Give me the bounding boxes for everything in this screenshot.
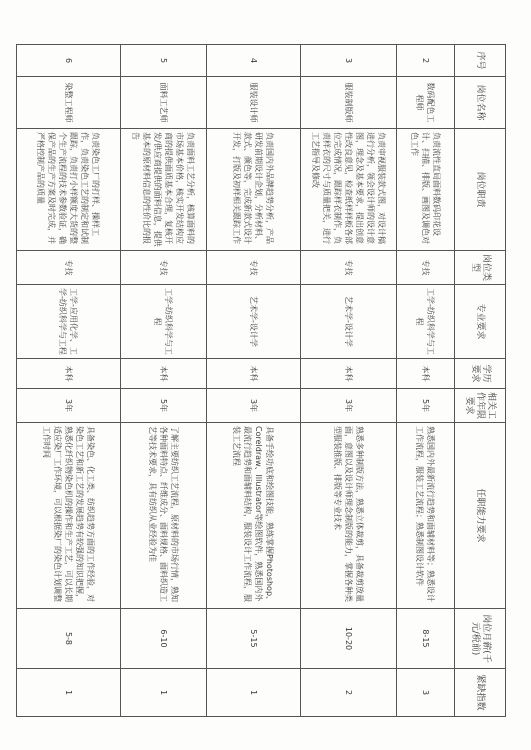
cell-name: 染整工程师 [17, 77, 121, 129]
cell-shortage: 1 [121, 669, 207, 717]
cell-edu: 本科 [207, 359, 301, 389]
cell-seq: 2 [397, 45, 455, 77]
cell-duty: 负责染色工厂的打样、操样工作，负责染色工艺的制定和试制跟踪，负责打小样额度大货的整个生产流程的技术参数验证，确保产品的生产方案及时完成，并严格控制产品的质量 [17, 129, 121, 251]
cell-type: 专技 [301, 251, 397, 285]
cell-type: 专技 [121, 251, 207, 285]
cell-years: 3年 [301, 389, 397, 423]
cell-major: 艺术学-设计学 [301, 285, 397, 359]
cell-duty: 负责国内外品牌趋势分析，产品研发前期设计企划，分析材料、款式、颜色等，完成新款式设计开发，打版及初样相关跟踪工作 [207, 129, 301, 251]
cell-type: 专技 [17, 251, 121, 285]
cell-years: 5年 [121, 389, 207, 423]
cell-major: 艺术学-设计学 [207, 285, 301, 359]
cell-ability: 具备手绘功底和绘图技能，熟练掌握Photoshop、Coreldraw、Illustrator等绘图软件，熟悉国内外最流行趋势和面辅料结构，服装设计工作流程，服装工艺流程 [207, 423, 301, 609]
cell-name: 数码配色工程师 [397, 77, 455, 129]
cell-ability: 了解主要纺织工艺流程，原材料的市场行情，熟知各种面料特点、纤维成分、面料规格、面料织造工艺等技术要求，具有纺织从业经验为佳 [121, 423, 207, 609]
cell-years: 3年 [17, 389, 121, 423]
cell-type: 专技 [397, 251, 455, 285]
table-row [17, 45, 121, 717]
cell-shortage: 1 [207, 669, 301, 717]
cell-seq: 3 [301, 45, 397, 77]
cell-edu: 本科 [301, 359, 397, 389]
cell-ability: 熟悉多种制版方法，熟悉立体裁剪，具备裁剪放量面，意图以及设计师理念制版的能力，掌握各种类型服装推版、排版等专业技术 [301, 423, 397, 609]
cell-shortage: 1 [17, 669, 121, 717]
header-ability: 任职能力要求 [455, 423, 506, 609]
header-seq: 序号 [455, 45, 506, 77]
cell-name: 面料工艺师 [121, 77, 207, 129]
cell-duty: 负责流性直局面料数码印花设计、扫描、排版、画图及调色对色工作 [397, 129, 455, 251]
cell-duty: 负责面料工艺分析，核算面料的市场基本价格，核实开发结构应商的提供面质基本合理，复核开发/供应商提供的面料信息，提供基本的原材料信息的性价比的报告 [121, 129, 207, 251]
header-years: 相关工作年限要求 [455, 389, 506, 423]
cell-seq: 4 [207, 45, 301, 77]
cell-shortage: 3 [397, 669, 455, 717]
rotated-table-container [20, 44, 506, 716]
header-duty: 岗位职责 [455, 129, 506, 251]
cell-edu: 本科 [397, 359, 455, 389]
cell-years: 3年 [207, 389, 301, 423]
cell-salary: 6-10 [121, 609, 207, 669]
job-requirements-table [16, 44, 506, 717]
cell-name: 服装设计师 [207, 77, 301, 129]
cell-seq: 5 [121, 45, 207, 77]
cell-salary: 5-15 [207, 609, 301, 669]
cell-major: 工学-纺织科学与工程 [121, 285, 207, 359]
cell-salary: 8-15 [397, 609, 455, 669]
cell-duty: 负责审视服装款式图，对设计稿进行分析，领会设计师的设计意图，理念及基本要求，提出创意性改良意见，检查纸样样板各部位完成情况，跟踪样衣制作，负责样衣的尺寸与质量把关，进行工艺指导及修改 [301, 129, 397, 251]
table-row [301, 45, 397, 717]
cell-salary: 10-20 [301, 609, 397, 669]
cell-shortage: 2 [301, 669, 397, 717]
cell-years: 5年 [397, 389, 455, 423]
table-row [397, 45, 455, 717]
table-header-row [455, 45, 506, 717]
cell-edu: 本科 [121, 359, 207, 389]
header-salary: 岗位月薪(千元/税前) [455, 609, 506, 669]
cell-ability: 具备染色、化工类、纺织趋势方面的工作经验，对染色工艺和新工艺的发展趋势有较强的知识把握，熟悉化纤织物染色机的操作和生产工艺，可以长期适应染厂工作环境，可以根据染厂的染色计划调整工作时间 [17, 423, 121, 609]
header-name: 岗位名称 [455, 77, 506, 129]
cell-salary: 5-8 [17, 609, 121, 669]
cell-edu: 本科 [17, 359, 121, 389]
cell-major: 工学-纺织科学与工程 [397, 285, 455, 359]
cell-type: 专技 [207, 251, 301, 285]
header-shortage: 紧缺指数 [455, 669, 506, 717]
cell-major: 工学-应用化学、工学-纺织科学与工程 [17, 285, 121, 359]
table-row [121, 45, 207, 717]
header-type: 岗位类型 [455, 251, 506, 285]
table-row [207, 45, 301, 717]
cell-name: 服装制版师 [301, 77, 397, 129]
header-edu: 学历要求 [455, 359, 506, 389]
cell-ability: 熟悉国内外最新流行趋势和面辅材料等；熟悉设计工作流程，服装工艺流程；熟悉制图设计软件 [397, 423, 455, 609]
header-major: 专业要求 [455, 285, 506, 359]
cell-seq: 6 [17, 45, 121, 77]
